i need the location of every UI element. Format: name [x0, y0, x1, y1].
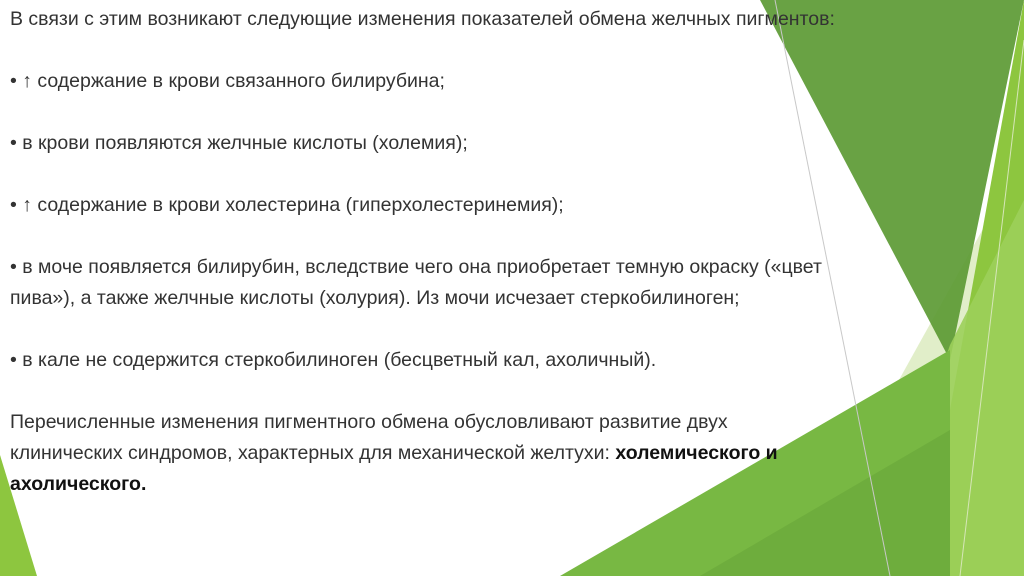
bullet-urine-line-2: пива»), а также желчные кислоты (холурия). Из мочи исчезает стеркобилиноген; [10, 287, 740, 309]
slide-body [10, 4, 1010, 500]
conclusion-bold-cholemic: холемического и [615, 442, 778, 464]
bullet-cholesterol: • ↑ содержание в крови холестерина (гиперхолестеринемия); [10, 194, 564, 216]
bullet-bile-acids: • в крови появляются желчные кислоты (холемия); [10, 132, 468, 154]
bullet-urine-line-1: • в моче появляется билирубин, вследствие чего она приобретает темную окраску («цвет [10, 256, 822, 278]
conclusion-line-1: Перечисленные изменения пигментного обмена обусловливают развитие двух [10, 411, 728, 433]
conclusion-line-2-text: клинических синдромов, характерных для механической желтухи: [10, 442, 616, 464]
conclusion-line-2 [10, 438, 1010, 469]
bullet-bound-bilirubin: • ↑ содержание в крови связанного билирубина; [10, 70, 445, 92]
conclusion-bold-acholic: ахолического. [10, 473, 147, 495]
intro-paragraph: В связи с этим возникают следующие изменения показателей обмена желчных пигментов: [10, 8, 835, 30]
bullet-feces: • в кале не содержится стеркобилиноген (бесцветный кал, ахоличный). [10, 349, 657, 371]
